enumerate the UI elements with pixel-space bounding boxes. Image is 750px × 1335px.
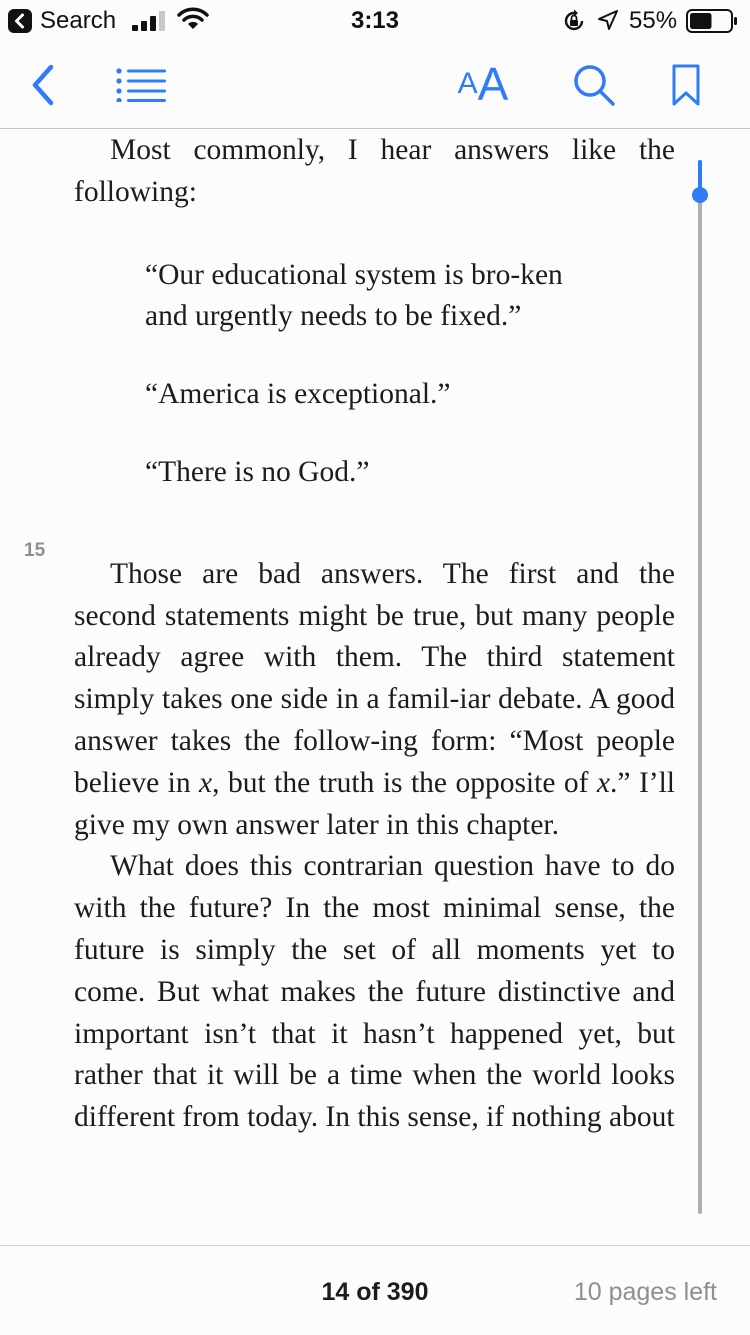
margin-page-number: 15 [24,540,46,561]
quote-1: “Our educational system is bro-ken and urgently needs to be fixed.” [145,258,563,333]
search-icon [572,63,616,107]
pages-left-in-chapter: 10 pages left [573,1278,717,1306]
search-button[interactable] [568,58,620,112]
page-position: 14 of 390 [321,1278,429,1306]
table-of-contents-button[interactable] [112,58,172,112]
battery-percent: 55% [629,7,678,34]
body-paragraph-2: Those are bad answers. The first and the second statements might be true, but many people already agree with them. The third statement simply takes one side in a famil-iar debate. A good answer takes the follow-ing form: “Most people believe in x, but the truth is the opposite of x.” I’ll give my own answer later in this chapter. [74,557,675,841]
intro-paragraph: Most commonly, I hear answers like the following: [74,134,675,208]
body-paragraph-3: What does this contrarian question have to do with the future? In the most minimal sense, the future is simply the set of all moments yet to come. But what makes the future distinctive and important isn’t that it hasn’t happened yet, but rather that it will be a time when the world looks different from today. In this sense, if nothing about [74,850,675,1134]
quote-3: “There is no God.” [145,455,370,488]
cellular-signal-icon [132,11,168,31]
quote-2: “America is exceptional.” [145,378,451,411]
bookmark-button[interactable] [662,58,710,112]
font-settings-button[interactable] [448,54,518,114]
back-button[interactable] [18,58,70,112]
back-to-app-icon[interactable] [8,9,32,33]
wifi-icon [177,7,209,31]
bookmark-icon [671,63,701,107]
status-bar [0,0,750,42]
clock-time: 3:13 [350,7,400,34]
reader-toolbar [0,44,750,129]
page-footer [0,1245,750,1335]
page-scrubber-thumb[interactable] [692,187,708,203]
back-to-app-label[interactable]: Search [40,7,117,34]
battery-icon [686,9,738,33]
page-scrubber-track[interactable] [698,160,702,1214]
font-large-glyph: A [477,58,509,110]
chevron-left-icon [29,63,59,107]
location-arrow-icon [597,9,619,31]
book-page-content[interactable] [74,130,675,1242]
list-icon [116,68,168,102]
rotation-lock-icon [561,8,587,34]
font-small-glyph: A [457,67,478,100]
